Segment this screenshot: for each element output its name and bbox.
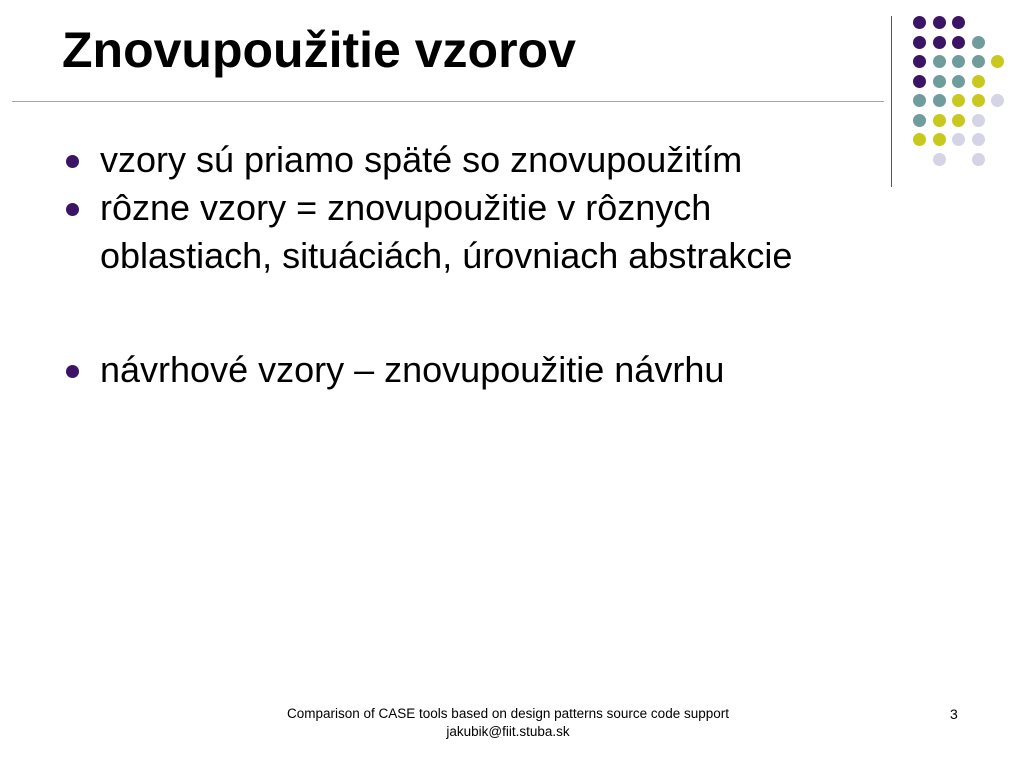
page-number: 3	[950, 706, 958, 722]
decorative-dot-icon	[952, 55, 965, 68]
bullet-list	[62, 136, 922, 394]
bullet-item	[62, 184, 922, 280]
decorative-dot-icon	[913, 114, 926, 127]
decorative-dot-icon	[972, 36, 985, 49]
decorative-dot-icon	[913, 16, 926, 29]
decorative-dot-icon	[933, 16, 946, 29]
decorative-dot-icon	[933, 75, 946, 88]
slide-title: Znovupoužitie vzorov	[62, 22, 576, 78]
title-divider	[12, 101, 884, 102]
decorative-dot-icon	[933, 55, 946, 68]
decorative-dot-icon	[933, 114, 946, 127]
decorative-dot-icon	[972, 153, 985, 166]
bullet-marker-icon	[66, 365, 79, 378]
decorative-dot-icon	[913, 75, 926, 88]
decorative-dot-icon	[952, 133, 965, 146]
bullet-text: návrhové vzory – znovupoužitie návrhu	[100, 349, 725, 390]
footer-title: Comparison of CASE tools based on design patterns source code support	[286, 706, 729, 721]
bullet-item	[62, 136, 922, 184]
decorative-dot-icon	[972, 133, 985, 146]
decorative-dot-icon	[913, 55, 926, 68]
decorative-dot-icon	[933, 36, 946, 49]
decorative-dot-icon	[913, 94, 926, 107]
footer-email: jakubik@fiit.stuba.sk	[446, 724, 570, 739]
decorative-dot-icon	[933, 94, 946, 107]
decorative-dot-icon	[972, 94, 985, 107]
slide-footer	[260, 705, 756, 741]
bullet-text: vzory sú priamo späté so znovupoužitím	[100, 139, 743, 180]
decorative-dot-icon	[952, 114, 965, 127]
bullet-text-continued: oblastiach, situáciách, úrovniach abstrakcie	[100, 235, 793, 276]
decorative-dot-icon	[972, 114, 985, 127]
decorative-dot-icon	[952, 36, 965, 49]
decorative-dot-icon	[952, 94, 965, 107]
decorative-dot-icon	[952, 75, 965, 88]
decorative-dot-icon	[972, 75, 985, 88]
decorative-dot-icon	[991, 55, 1004, 68]
decorative-dot-icon	[933, 133, 946, 146]
bullet-text: rôzne vzory = znovupoužitie v rôznych	[100, 187, 712, 228]
decorative-dot-icon	[991, 94, 1004, 107]
bullet-item	[62, 346, 922, 394]
decorative-dot-icon	[972, 55, 985, 68]
decorative-dot-icon	[952, 16, 965, 29]
bullet-marker-icon	[66, 203, 79, 216]
decorative-dot-icon	[913, 36, 926, 49]
decorative-dot-icon	[933, 153, 946, 166]
bullet-marker-icon	[66, 155, 79, 168]
